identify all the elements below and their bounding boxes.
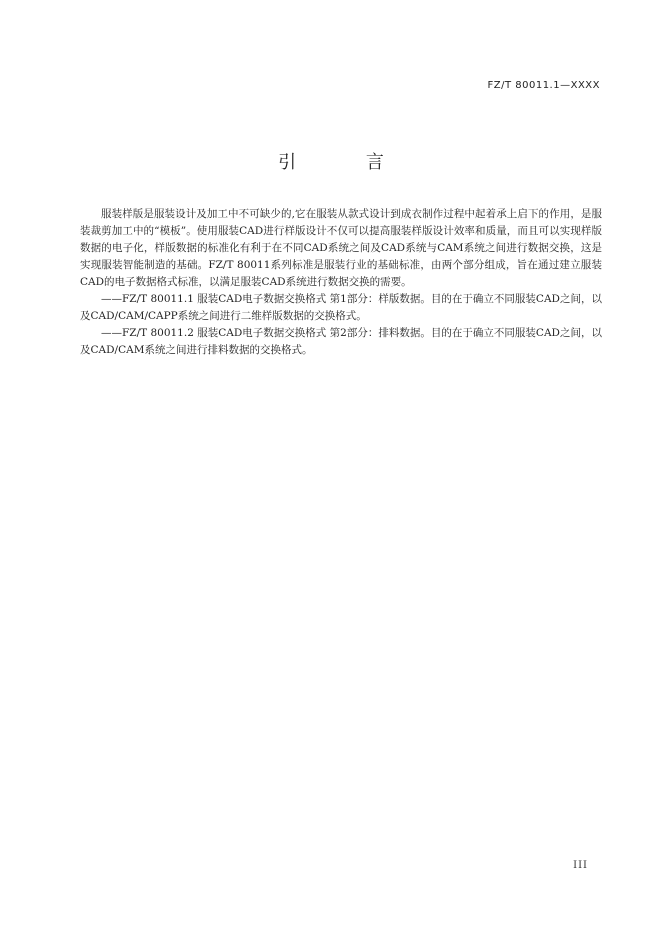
- page-number: III: [573, 860, 588, 871]
- page-title: 引 言: [278, 152, 416, 173]
- introduction-body: [80, 206, 602, 359]
- intro-paragraph: 服装样版是服装设计及加工中不可缺少的,它在服装从款式设计到成衣制作过程中起着承上启下的作用，是服装裁剪加工中的“模板”。使用服装CAD进行样版设计不仅可以提高服装样版设计效率和质量，而且可以实现样版数据的电子化，样版数据的标准化有利于在不同CAD系统之间及CAD系统与CAM系统之间进行数据交换，这是实现服装智能制造的基础。FZ/T 80011系列标准是服装行业的基础标准，由两个部分组成，旨在通过建立服装CAD的电子数据格式标准，以满足服装CAD系统进行数据交换的需要。: [80, 208, 602, 288]
- part-2-description: ——FZ/T 80011.2 服装CAD电子数据交换格式 第2部分：排料数据。目的在于确立不同服装CAD之间，以及CAD/CAM系统之间进行排料数据的交换格式。: [80, 327, 602, 356]
- part-1-description: ——FZ/T 80011.1 服装CAD电子数据交换格式 第1部分：样版数据。目的在于确立不同服装CAD之间，以及CAD/CAM/CAPP系统之间进行二维样版数据的交换格式。: [80, 293, 602, 322]
- standard-code: FZ/T 80011.1—XXXX: [487, 80, 600, 91]
